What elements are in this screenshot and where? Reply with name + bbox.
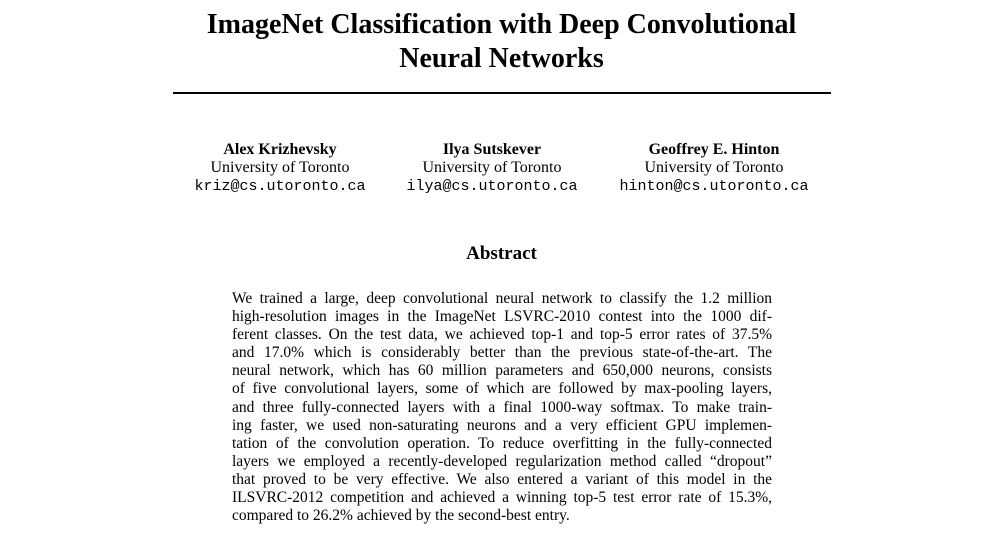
abstract-line: and three fully-connected layers with a final 1000-way softmax. To make train-	[232, 398, 772, 416]
author-hinton	[594, 141, 834, 196]
author-name: Geoffrey E. Hinton	[648, 141, 780, 158]
abstract-line: We trained a large, deep convolutional neural network to classify the 1.2 million	[232, 290, 772, 307]
author-name: Ilya Sutskever	[442, 141, 542, 158]
author-block	[0, 141, 1003, 201]
paper-title	[0, 8, 1003, 76]
abstract-line: ing faster, we used non-saturating neurons and a very efficient GPU implemen-	[232, 416, 772, 434]
abstract-body	[232, 290, 772, 525]
author-affiliation: University of Toronto	[422, 159, 562, 176]
abstract-line: ILSVRC-2012 competition and achieved a winning top-5 test error rate of 15.3%,	[232, 489, 772, 507]
abstract-line: of five convolutional layers, some of which are followed by max-pooling layers,	[232, 380, 772, 398]
abstract-line: layers we employed a recently-developed regularization method called “dropout”	[232, 452, 772, 470]
title-rule	[173, 92, 831, 94]
author-email: ilya@cs.utoronto.ca	[406, 178, 578, 195]
author-krizhevsky	[160, 141, 400, 196]
author-email: kriz@cs.utoronto.ca	[194, 178, 366, 195]
abstract-line: tation of the convolution operation. To reduce overfitting in the fully-connected	[232, 434, 772, 452]
abstract-line: high-resolution images in the ImageNet LSVRC-2010 contest into the 1000 dif-	[232, 308, 772, 326]
author-email: hinton@cs.utoronto.ca	[619, 178, 809, 195]
abstract-line: ferent classes. On the test data, we achieved top-1 and top-5 error rates of 37.5%	[232, 326, 772, 344]
paper-title-line-1: ImageNet Classification with Deep Convolutional	[206, 9, 797, 40]
abstract-line: neural network, which has 60 million parameters and 650,000 neurons, consists	[232, 362, 772, 380]
abstract-line: and 17.0% which is considerably better than the previous state-of-the-art. The	[232, 344, 772, 362]
author-name: Alex Krizhevsky	[223, 141, 337, 158]
author-sutskever	[372, 141, 612, 196]
abstract-heading: Abstract	[466, 243, 537, 264]
author-affiliation: University of Toronto	[210, 159, 350, 176]
abstract-line: that proved to be very effective. We also entered a variant of this model in the	[232, 470, 772, 488]
abstract-line: compared to 26.2% achieved by the second-best entry.	[232, 507, 570, 525]
author-affiliation: University of Toronto	[644, 159, 784, 176]
paper-title-line-2: Neural Networks	[399, 43, 604, 74]
